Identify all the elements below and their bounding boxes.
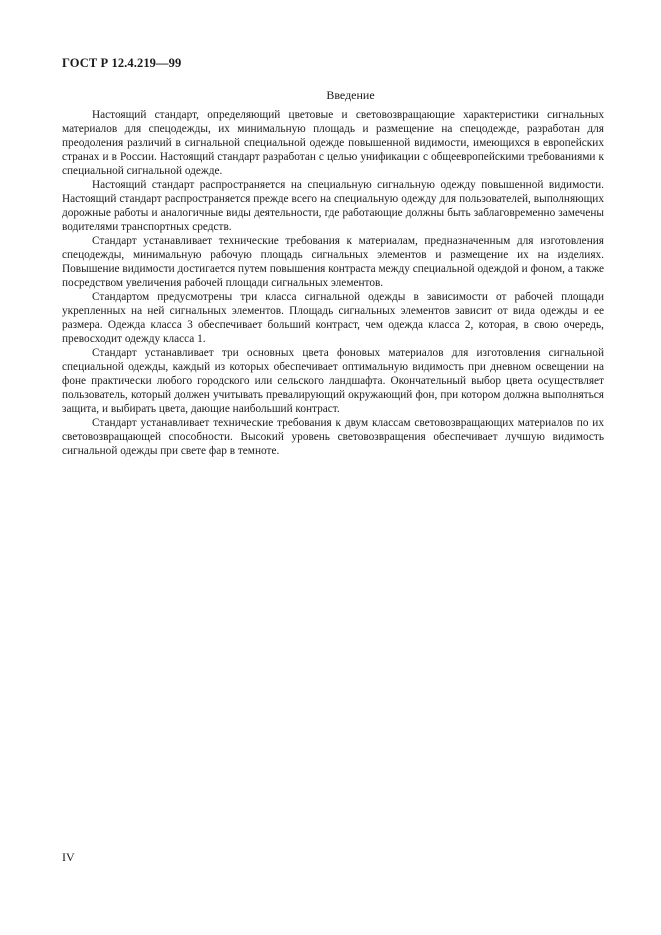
section-title: Введение xyxy=(326,88,375,102)
paragraph: Стандарт устанавливает технические требования к материалам, предназначенным для изготовления спецодежды, минимальную рабочую площадь сигнальных элементов и размещение их на изделиях. Повышение видимости достигается путем повышения контраста между специальной одеждой и фоном, а также посредством увеличения рабочей площади сигнальных элементов. xyxy=(62,235,604,289)
paragraph: Стандарт устанавливает технические требования к двум классам световозвращающих материалов по их световозвращающей способности. Высокий уровень световозвращения обеспечивает лучшую видимость сигнальной одежды при свете фар в темноте. xyxy=(62,417,604,457)
paragraph: Настоящий стандарт, определяющий цветовые и световозвращающие характеристики сигнальных материалов для спецодежды, их минимальную площадь и размещение на спецодежде, разработан для преодоления различий в сигнальной специальной одежде повышенной видимости, имеющихся в европейских странах и в России. Настоящий стандарт разработан с целью унификации с общеевропейскими требованиями к специальной сигнальной одежде. xyxy=(62,109,604,177)
paragraph: Настоящий стандарт распространяется на специальную сигнальную одежду повышенной видимости. Настоящий стандарт распространяется прежде всего на специальную одежду для пользователей, выполняющих дорожные работы и аналогичные виды деятельности, где работающие должны быть заблаговременно замечены водителями транспортных средств. xyxy=(62,179,604,233)
body-text xyxy=(62,108,604,458)
document-header: ГОСТ Р 12.4.219—99 xyxy=(62,56,182,70)
page-number: IV xyxy=(62,850,75,864)
paragraph: Стандарт устанавливает три основных цвета фоновых материалов для изготовления сигнальной специальной одежды, каждый из которых обеспечивает оптимальную видимость при дневном освещении на фоне практически любого городского или сельского ландшафта. Окончательный выбор цвета осуществляет пользователь, который должен учитывать превалирующий окружающий фон, при котором должна выполняться защита, и выбирать цвета, дающие наибольший контраст. xyxy=(62,347,604,415)
paragraph: Стандартом предусмотрены три класса сигнальной одежды в зависимости от рабочей площади укрепленных на ней сигнальных элементов. Площадь сигнальных элементов зависит от вида одежды и ее размера. Одежда класса 3 обеспечивает больший контраст, чем одежда класса 2, которая, в свою очередь, превосходит одежду класса 1. xyxy=(62,291,604,345)
